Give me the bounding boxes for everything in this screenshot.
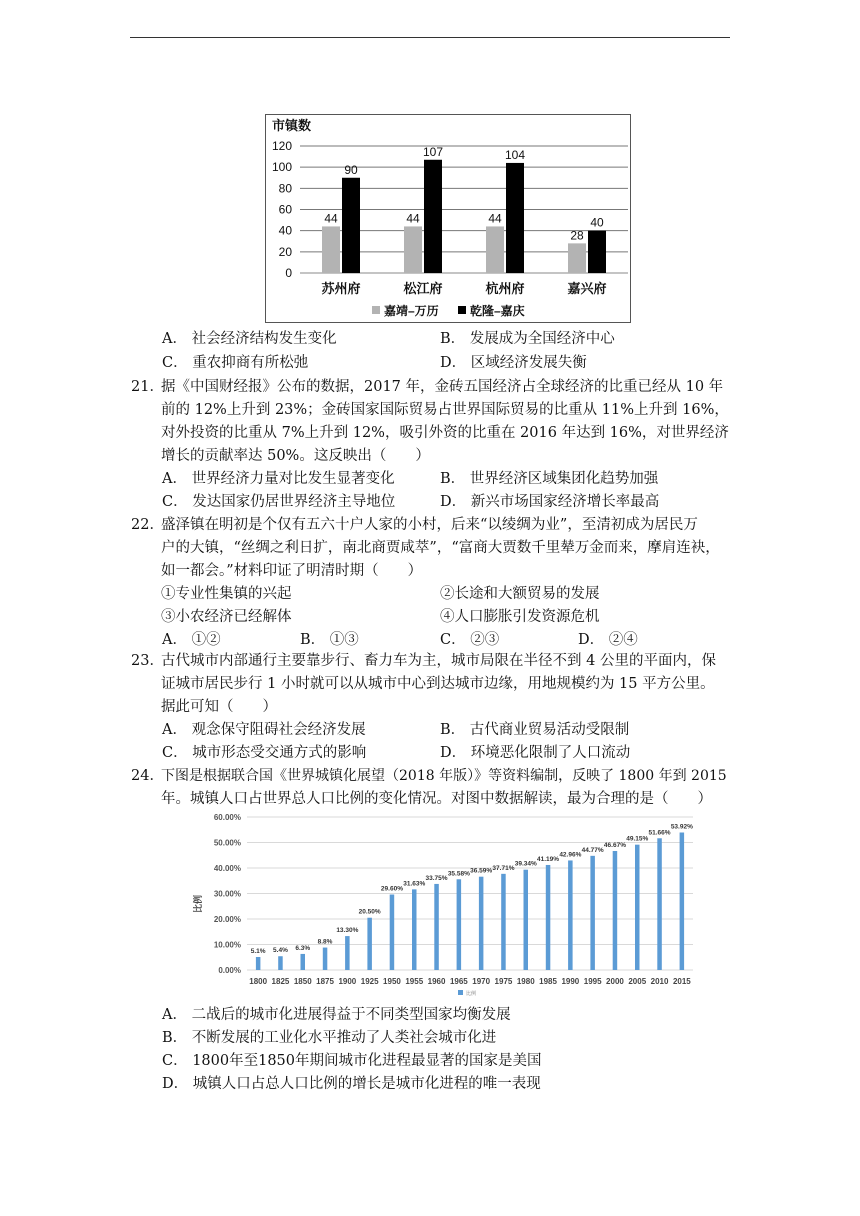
bar-value-label: 36.59% (470, 867, 493, 875)
x-tick-label: 1800 (249, 977, 268, 986)
q22-option-c[interactable]: C． ②③ (440, 632, 500, 648)
y-axis-title: 比例 (193, 894, 203, 914)
q21-number: 21． (131, 379, 164, 395)
bar-urban-ratio (546, 865, 551, 970)
x-tick-label: 1965 (449, 977, 468, 986)
bar-urban-ratio (501, 874, 506, 970)
bar-urban-ratio (680, 833, 685, 970)
bar-value-label: 107 (422, 144, 444, 159)
bar-value-label: 53.92% (670, 823, 693, 831)
y-tick-label: 100 (271, 160, 292, 175)
bar-urban-ratio (323, 948, 328, 970)
q22-stem-line: 如一都会。”材料印证了明清时期（ ） (161, 563, 423, 579)
bar-qianlong-jiaqing (342, 178, 360, 273)
x-tick-label: 1985 (539, 977, 557, 986)
q22-stem-line: 盛泽镇在明初是个仅有五六十户人家的小村，后来“以绫绸为业”，至清初成为居民万 (161, 517, 698, 533)
bar-jiajing-wanli (568, 243, 586, 273)
market-towns-chart (265, 114, 631, 323)
x-tick-label: 2005 (628, 977, 647, 986)
x-tick-label: 苏州府 (321, 281, 361, 296)
bar-urban-ratio (301, 954, 306, 970)
q22-item-4: ④人口膨胀引发资源危机 (440, 609, 600, 625)
bar-urban-ratio (345, 936, 350, 970)
x-tick-label: 1960 (427, 977, 446, 986)
q20-option-d[interactable]: D． 区域经济发展失衡 (440, 355, 587, 371)
y-tick-label: 0 (285, 266, 292, 280)
x-tick-label: 1825 (271, 977, 290, 986)
q24-option-c[interactable]: C． 1800年至1850年期间城市化进程最显著的国家是美国 (162, 1053, 542, 1069)
bar-value-label: 8.8% (317, 938, 333, 946)
bar-urban-ratio (367, 918, 372, 970)
bar-value-label: 5.1% (250, 947, 266, 955)
y-tick-label: 30.00% (213, 889, 241, 899)
y-tick-label: 60 (278, 202, 292, 217)
bar-urban-ratio (479, 877, 484, 970)
bar-value-label: 44 (324, 211, 338, 226)
bar-qianlong-jiaqing (424, 160, 442, 273)
y-tick-label: 40 (278, 223, 292, 238)
q23-option-c[interactable]: C． 城市形态受交通方式的影响 (162, 745, 367, 761)
bar-value-label: 29.60% (380, 885, 403, 893)
q20-option-c[interactable]: C． 重农抑商有所松弛 (162, 355, 309, 371)
bar-urban-ratio (635, 845, 640, 970)
q23-option-b[interactable]: B． 古代商业贸易活动受限制 (440, 722, 630, 738)
q23-option-d[interactable]: D． 环境恶化限制了人口流动 (440, 745, 631, 761)
bar-jiajing-wanli (486, 226, 504, 273)
x-tick-label: 1990 (561, 977, 580, 986)
x-tick-label: 嘉兴府 (567, 281, 607, 296)
y-tick-label: 120 (271, 139, 292, 153)
bar-urban-ratio (256, 957, 261, 970)
bar-value-label: 6.3% (295, 944, 311, 952)
bar-value-label: 42.96% (559, 851, 582, 859)
q21-option-d[interactable]: D． 新兴市场国家经济增长率最高 (440, 494, 660, 510)
bar-value-label: 90 (344, 162, 358, 177)
bar-urban-ratio (457, 879, 462, 970)
x-tick-label: 1925 (360, 977, 379, 986)
bar-value-label: 44 (406, 211, 420, 226)
bar-value-label: 33.75% (425, 874, 448, 882)
bar-value-label: 46.67% (603, 841, 626, 849)
bar-urban-ratio (434, 884, 439, 970)
bar-value-label: 35.58% (447, 870, 470, 878)
q23-number: 23． (131, 653, 164, 669)
legend-swatch-qianlong-jiaqing (458, 306, 466, 314)
q22-stem-line: 户的大镇，“丝绸之利日扩，南北商贾咸萃”，“富商大贾数千里辇万金而来，摩肩连袂， (161, 540, 720, 556)
q24-option-a[interactable]: A． 二战后的城市化进展得益于不同类型国家均衡发展 (162, 1007, 511, 1023)
legend-label: 嘉靖–万历 (384, 304, 439, 318)
q24-stem-line: 下图是根据联合国《世界城镇化展望（2018 年版）》等资料编制，反映了 1800 年到 2015 (161, 768, 727, 784)
q20-option-a[interactable]: A． 社会经济结构发生变化 (162, 331, 337, 347)
q21-stem-line: 增长的贡献率达 50%。这反映出（ ） (161, 448, 430, 464)
q22-item-2: ②长途和大额贸易的发展 (440, 586, 600, 602)
x-tick-label: 1850 (293, 977, 312, 986)
bar-jiajing-wanli (404, 226, 422, 273)
q23-stem-line: 证城市居民步行 1 小时就可以从城市中心到达城市边缘，用地规模约为 15 平方公里。 (161, 676, 715, 692)
bar-urban-ratio (412, 889, 417, 970)
bar-value-label: 20.50% (358, 908, 381, 916)
x-tick-label: 2000 (606, 977, 624, 986)
x-tick-label: 2015 (672, 977, 691, 986)
bar-urban-ratio (613, 851, 618, 970)
bar-value-label: 49.15% (626, 835, 649, 843)
y-tick-label: 80 (278, 181, 292, 196)
q22-item-1: ①专业性集镇的兴起 (161, 586, 292, 602)
y-tick-label: 10.00% (213, 940, 241, 950)
q22-option-a[interactable]: A． ①② (162, 632, 221, 648)
legend-label: 比例 (466, 991, 477, 997)
q24-option-d[interactable]: D． 城镇人口占总人口比例的增长是城市化进程的唯一表现 (162, 1076, 541, 1092)
q23-stem-line: 古代城市内部通行主要靠步行、畜力车为主，城市局限在半径不到 4 公里的平面内，保 (161, 653, 716, 669)
y-tick-label: 40.00% (213, 864, 241, 873)
bar-value-label: 37.71% (492, 864, 515, 872)
bar-urban-ratio (390, 895, 395, 970)
bar-urban-ratio (568, 860, 573, 970)
bar-value-label: 44.77% (581, 846, 604, 854)
bar-value-label: 5.4% (273, 947, 288, 955)
bar-urban-ratio (278, 956, 283, 970)
y-tick-label: 20.00% (213, 915, 241, 924)
bar-qianlong-jiaqing (588, 231, 606, 273)
bar-value-label: 41.19% (537, 855, 560, 863)
y-tick-label: 50.00% (213, 838, 241, 848)
y-tick-label: 20 (278, 244, 292, 259)
x-tick-label: 1975 (494, 977, 513, 986)
q22-option-b[interactable]: B． ①③ (300, 632, 359, 648)
legend-label: 乾隆–嘉庆 (470, 304, 525, 318)
bar-urban-ratio (524, 870, 529, 970)
x-tick-label: 1980 (516, 977, 535, 986)
x-tick-label: 1875 (316, 977, 334, 986)
q21-option-a[interactable]: A． 世界经济力量对比发生显著变化 (162, 471, 395, 487)
q24-option-b[interactable]: B． 不断发展的工业化水平推动了人类社会城市化进 (162, 1030, 497, 1046)
q22-number: 22． (131, 517, 164, 533)
x-tick-label: 松江府 (403, 281, 443, 296)
bar-value-label: 51.66% (648, 829, 671, 837)
y-tick-label: 60.00% (213, 813, 241, 822)
x-tick-label: 杭州府 (485, 281, 525, 296)
q23-option-a[interactable]: A． 观念保守阻碍社会经济发展 (162, 722, 366, 738)
x-tick-label: 1995 (583, 977, 602, 986)
bar-value-label: 31.63% (403, 880, 426, 888)
q21-stem-line: 据《中国财经报》公布的数据，2017 年，金砖五国经济占全球经济的比重已经从 10 年 (161, 379, 724, 395)
header-rule (130, 37, 730, 38)
q21-option-c[interactable]: C． 发达国家仍居世界经济主导地位 (162, 494, 396, 510)
bar-urban-ratio (657, 838, 662, 970)
x-tick-label: 2010 (650, 977, 669, 986)
x-tick-label: 1950 (383, 977, 401, 986)
legend-swatch (458, 990, 463, 995)
q22-item-3: ③小农经济已经解体 (161, 609, 292, 625)
q21-stem-line: 对外投资的比重从 7%上升到 12%，吸引外资的比重在 2016 年达到 16%，对世界经济 (161, 425, 729, 441)
bar-value-label: 44 (488, 211, 502, 226)
bar-urban-ratio (590, 856, 595, 970)
bar-value-label: 39.34% (514, 860, 537, 868)
q20-option-b[interactable]: B． 发展成为全国经济中心 (440, 331, 615, 347)
bar-value-label: 104 (504, 147, 526, 162)
q21-option-b[interactable]: B． 世界经济区域集团化趋势加强 (440, 471, 659, 487)
bar-value-label: 13.30% (336, 927, 359, 935)
y-tick-label: 0.00% (218, 966, 241, 975)
urbanization-chart (195, 808, 715, 998)
q23-stem-line: 据此可知（ ） (161, 699, 277, 715)
bar-jiajing-wanli (322, 226, 340, 273)
q24-stem-line: 年。城镇人口占世界总人口比例的变化情况。对图中数据解读，最为合理的是（ ） (161, 791, 712, 807)
x-tick-label: 1900 (338, 977, 357, 986)
bar-value-label: 40 (590, 215, 604, 230)
market-towns-chart-svg (266, 115, 630, 322)
q21-stem-line: 前的 12%上升到 23%；金砖国家国际贸易占世界国际贸易的比重从 11%上升到 16%， (161, 402, 729, 418)
q22-option-d[interactable]: D． ②④ (578, 632, 638, 648)
y-axis-title: 市镇数 (272, 118, 312, 133)
x-tick-label: 1955 (405, 977, 424, 986)
x-tick-label: 1970 (472, 977, 491, 986)
bar-qianlong-jiaqing (506, 163, 524, 273)
q24-number: 24． (131, 768, 164, 784)
legend-swatch-jiajing-wanli (372, 306, 380, 314)
bar-value-label: 28 (570, 228, 584, 243)
